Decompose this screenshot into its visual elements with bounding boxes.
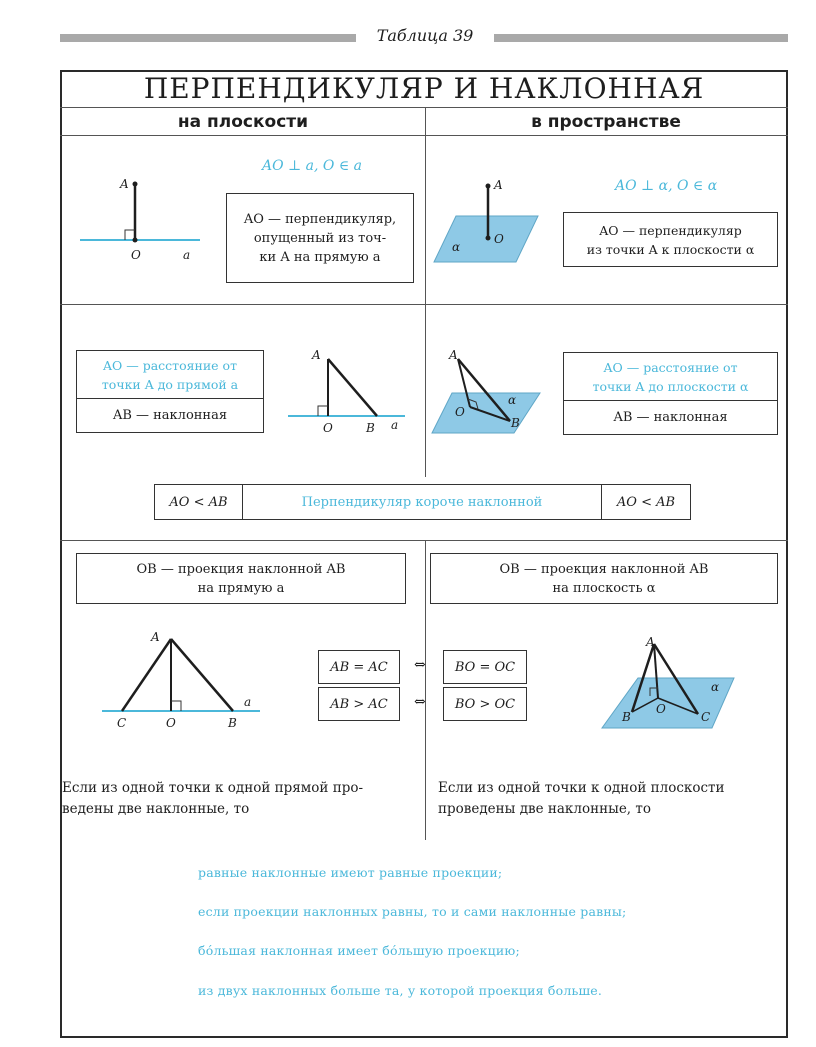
point-label-A: A <box>494 178 503 192</box>
compare-middle-box: Перпендикуляр короче наклонной <box>242 484 602 520</box>
line-label-a: a <box>391 418 399 432</box>
slant-box-line: AB — наклонная <box>76 398 264 433</box>
line-label-a: a <box>183 248 191 262</box>
point-label-B: B <box>366 421 375 435</box>
row1-divider <box>60 304 788 305</box>
point-label-A: A <box>312 348 321 362</box>
equation-bo-eq-oc: BO = OC <box>443 650 527 684</box>
point-label-C: C <box>117 716 127 730</box>
point-label-C: C <box>701 710 711 724</box>
point-label-O: O <box>494 232 504 246</box>
title-divider <box>60 107 788 108</box>
diagram-slant-plane <box>430 345 545 440</box>
header-bar-left <box>60 34 356 42</box>
diagram-two-slants-line <box>100 625 265 720</box>
plane-label-alpha: α <box>508 393 517 407</box>
definition-box-perp-plane: AO — перпендикуляр из точки A к плоскости α <box>563 212 778 267</box>
row2-divider <box>60 540 788 541</box>
column-divider-bottom <box>425 540 426 840</box>
distance-box-line: AO — расстояние от точки A до прямой a <box>76 350 264 399</box>
iff-symbol: ⇔ <box>414 694 426 710</box>
header-bar-right <box>494 34 788 42</box>
plane-label-alpha: α <box>711 680 720 694</box>
compare-right-box: AO < AB <box>601 484 691 520</box>
table-number: Таблица 39 <box>376 26 474 45</box>
point-label-B: B <box>511 416 520 430</box>
point-label-O: O <box>656 702 666 716</box>
line-label-a: a <box>244 695 252 709</box>
compare-left-box: AO < AB <box>154 484 243 520</box>
formula-right: AO ⊥ α, O ∈ α <box>615 178 718 194</box>
definition-box-perp-line: AO — перпендикуляр, опущенный из точ- ки A на прямую a <box>226 193 414 283</box>
statement-line: Если из одной точки к одной прямой про- ведены две наклонные, то <box>62 780 364 817</box>
point-label-B: B <box>228 716 237 730</box>
column-divider-top <box>425 107 426 477</box>
point-label-O: O <box>455 405 465 419</box>
point-label-O: O <box>131 248 141 262</box>
point-label-A: A <box>646 635 655 649</box>
diagram-perp-plane <box>432 178 544 268</box>
plane-label-alpha: α <box>452 240 461 254</box>
point-label-A: A <box>449 348 458 362</box>
column-heading-space: в пространстве <box>531 112 681 132</box>
point-label-A: A <box>120 177 129 191</box>
column-heading-plane: на плоскости <box>177 112 309 132</box>
projection-box-plane: OB — проекция наклонной AB на плоскость α <box>430 553 778 604</box>
equation-bo-gt-oc: BO > OC <box>443 687 527 721</box>
heading-divider <box>60 135 788 136</box>
equation-ab-gt-ac: AB > AC <box>318 687 400 721</box>
projection-box-line: OB — проекция наклонной AB на прямую a <box>76 553 406 604</box>
point-label-O: O <box>323 421 333 435</box>
point-label-B: B <box>622 710 631 724</box>
conclusion-item: если проекции наклонных равны, то и сами наклонные равны; <box>198 904 627 919</box>
conclusion-item: бóльшая наклонная имеет бóльшую проекцию; <box>198 943 520 958</box>
formula-left: AO ⊥ a, O ∈ a <box>262 158 362 174</box>
conclusion-item: равные наклонные имеют равные проекции; <box>198 865 503 880</box>
conclusion-item: из двух наклонных больше та, у которой проекция больше. <box>198 983 603 998</box>
iff-symbol: ⇔ <box>414 657 426 673</box>
page-title: ПЕРПЕНДИКУЛЯР И НАКЛОННАЯ <box>143 72 705 105</box>
slant-box-plane: AB — наклонная <box>563 400 778 435</box>
statement-plane: Если из одной точки к одной плоскости проведены две наклонные, то <box>438 780 725 817</box>
equation-ab-eq-ac: AB = AC <box>318 650 400 684</box>
point-label-O: O <box>166 716 176 730</box>
distance-box-plane: AO — расстояние от точки A до плоскости α <box>563 352 778 401</box>
point-label-A: A <box>151 630 160 644</box>
